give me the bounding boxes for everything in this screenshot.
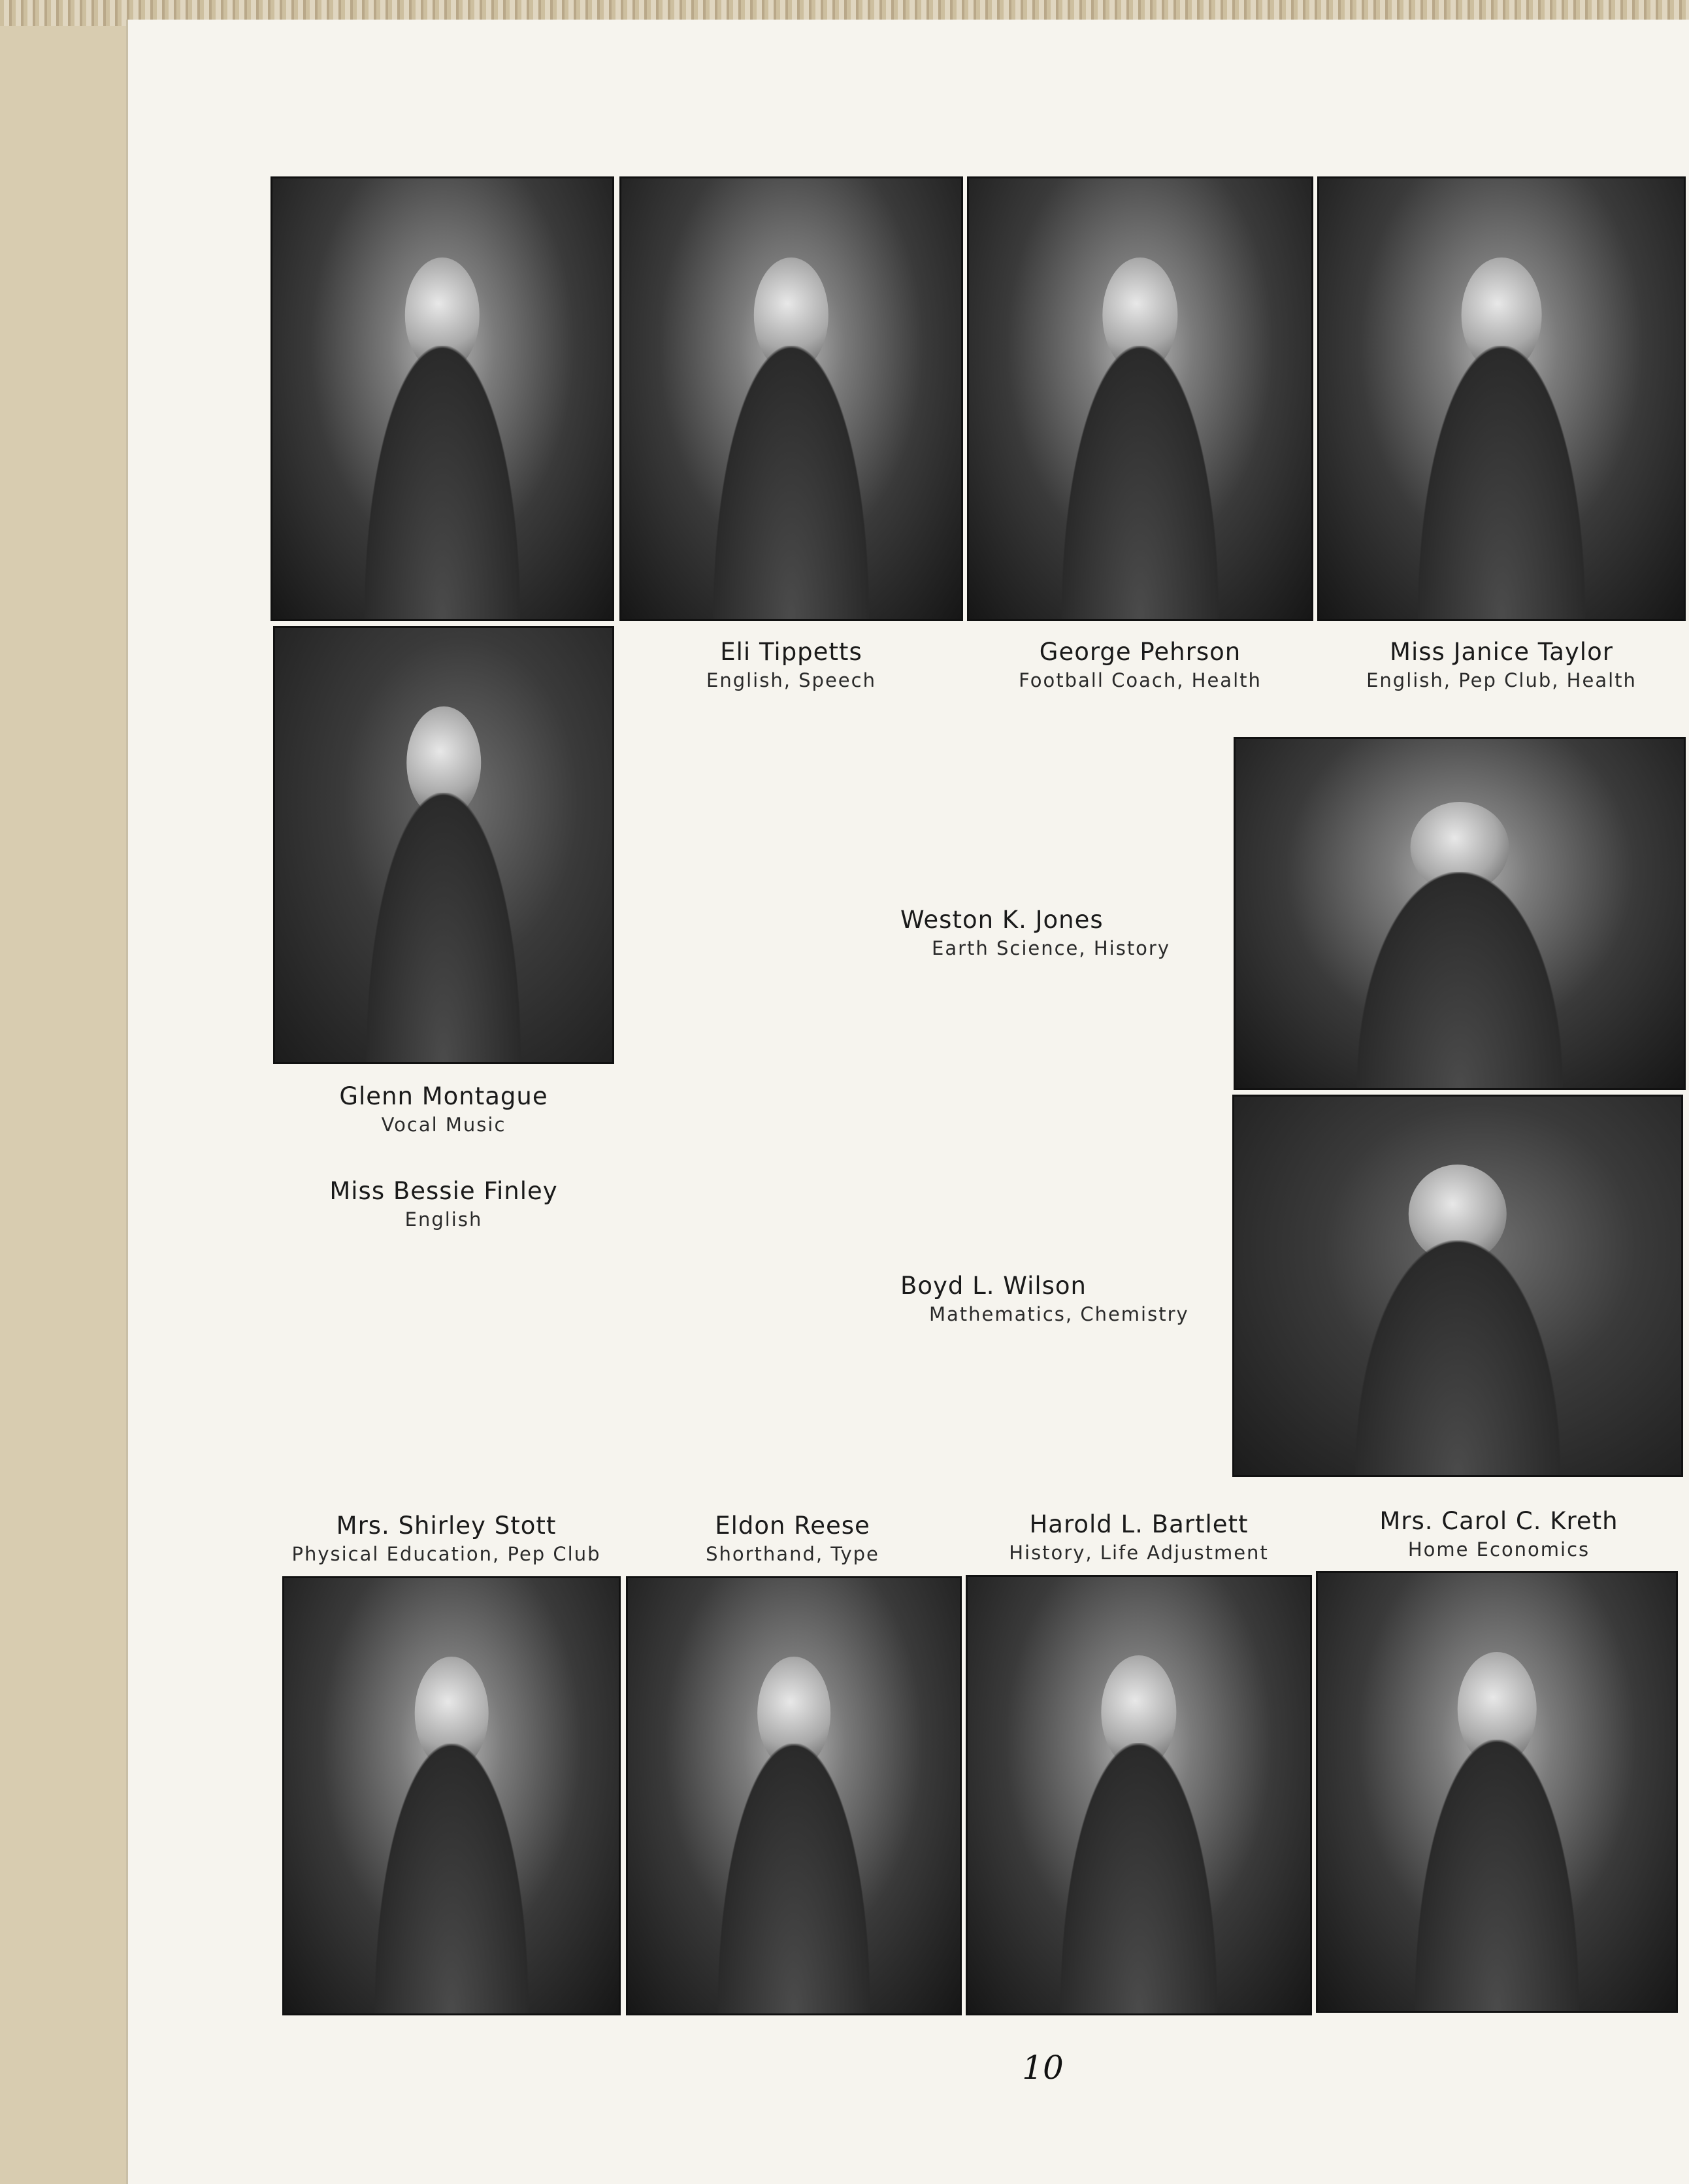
teacher-name: Weston K. Jones (900, 906, 1104, 934)
teacher-subjects: English, Speech (706, 669, 876, 691)
teacher-name: Glenn Montague (339, 1082, 548, 1110)
caption-pehrson (967, 637, 1313, 693)
teacher-name: Miss Bessie Finley (329, 1177, 558, 1205)
photo-finley (273, 626, 614, 1064)
teacher-subjects: History, Life Adjustment (1009, 1542, 1269, 1564)
teacher-subjects: Mathematics, Chemistry (929, 1303, 1189, 1325)
photo-kreth (1316, 1571, 1678, 2013)
teacher-subjects: Home Economics (1407, 1538, 1590, 1561)
teacher-name: Eldon Reese (715, 1512, 870, 1540)
teacher-name: Miss Janice Taylor (1390, 638, 1613, 666)
caption-bartlett (966, 1510, 1312, 1566)
photo-tippetts (619, 176, 963, 621)
teacher-subjects: Earth Science, History (932, 937, 1171, 959)
yearbook-page (128, 20, 1689, 2184)
teacher-name: Mrs. Shirley Stott (336, 1512, 557, 1540)
teacher-name: Mrs. Carol C. Kreth (1379, 1507, 1618, 1535)
caption-taylor (1317, 637, 1686, 693)
teacher-subjects: Vocal Music (381, 1114, 506, 1136)
caption-finley (273, 1176, 614, 1233)
teacher-subjects: Physical Education, Pep Club (291, 1543, 601, 1565)
caption-wilson (886, 1271, 1226, 1327)
photo-stott (282, 1576, 621, 2015)
teacher-subjects: English (404, 1208, 483, 1231)
teacher-name: Boyd L. Wilson (900, 1272, 1087, 1300)
photo-bartlett (966, 1575, 1312, 2015)
photo-montague (271, 176, 614, 621)
caption-montague (273, 1082, 614, 1138)
teacher-subjects: Shorthand, Type (706, 1543, 879, 1565)
teacher-subjects: Football Coach, Health (1019, 669, 1262, 691)
caption-jones (886, 905, 1213, 961)
page-number: 10 (1022, 2049, 1064, 2087)
photo-pehrson (967, 176, 1313, 621)
teacher-name: George Pehrson (1039, 638, 1241, 666)
caption-reese (625, 1511, 960, 1567)
photo-reese (626, 1576, 962, 2015)
photo-wilson (1232, 1095, 1683, 1477)
photo-jones (1234, 737, 1686, 1090)
photo-taylor (1317, 176, 1686, 621)
caption-tippetts (619, 637, 963, 693)
teacher-subjects: English, Pep Club, Health (1366, 669, 1637, 691)
caption-stott (280, 1511, 613, 1567)
caption-kreth (1315, 1506, 1683, 1563)
teacher-name: Harold L. Bartlett (1029, 1510, 1249, 1538)
teacher-name: Eli Tippetts (720, 638, 862, 666)
